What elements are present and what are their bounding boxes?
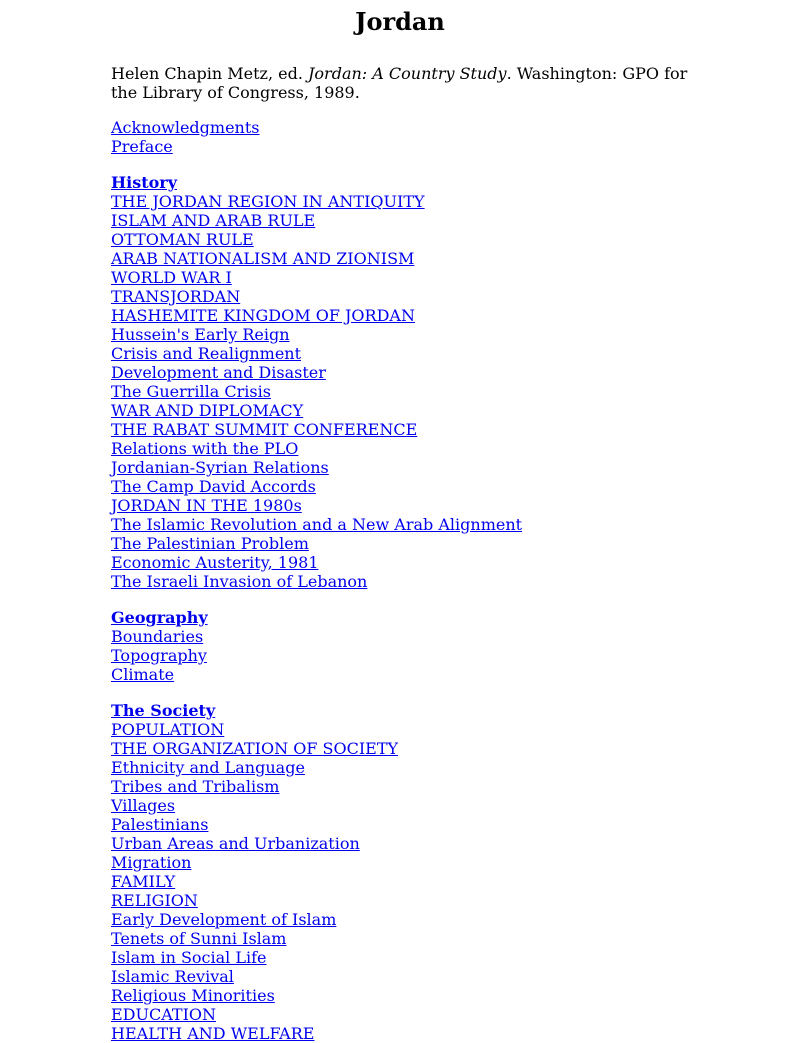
toc-link[interactable]: HASHEMITE KINGDOM OF JORDAN [111,306,415,325]
page-title: Jordan [355,7,445,36]
toc-link[interactable]: Topography [111,646,207,665]
toc-link[interactable]: Palestinians [111,815,209,834]
toc-link[interactable]: FAMILY [111,872,176,891]
toc-link[interactable]: The Camp David Accords [111,477,316,496]
toc-link[interactable]: Villages [111,796,176,815]
toc-link[interactable]: Islam in Social Life [111,948,267,967]
citation-prefix: Helen Chapin Metz, ed. [111,64,308,83]
toc-link[interactable]: THE ORGANIZATION OF SOCIETY [111,739,399,758]
section-heading-geography[interactable]: Geography [111,608,208,627]
toc-link[interactable]: EDUCATION [111,1005,217,1024]
toc-link[interactable]: ARAB NATIONALISM AND ZIONISM [111,249,415,268]
section-geography [111,608,800,684]
toc-link[interactable]: Jordanian-Syrian Relations [111,458,329,477]
toc-link[interactable]: TRANSJORDAN [111,287,241,306]
toc-link[interactable]: Religious Minorities [111,986,275,1005]
toc-link[interactable]: The Palestinian Problem [111,534,309,553]
link-acknowledgments[interactable]: Acknowledgments [111,118,260,137]
toc-link[interactable]: Migration [111,853,192,872]
table-of-contents [111,118,800,1043]
toc-link[interactable]: The Guerrilla Crisis [111,382,271,401]
toc-link[interactable]: POPULATION [111,720,225,739]
toc-link[interactable]: Development and Disaster [111,363,326,382]
toc-link[interactable]: HEALTH AND WELFARE [111,1024,315,1043]
toc-link[interactable]: Economic Austerity, 1981 [111,553,319,572]
citation-book-title: Jordan: A Country Study [308,64,507,83]
toc-link[interactable]: Crisis and Realignment [111,344,302,363]
link-preface[interactable]: Preface [111,137,173,156]
section-the-society [111,701,800,1043]
toc-link[interactable]: WAR AND DIPLOMACY [111,401,304,420]
toc-link[interactable]: THE RABAT SUMMIT CONFERENCE [111,420,418,439]
toc-link[interactable]: The Israeli Invasion of Lebanon [111,572,368,591]
toc-link[interactable]: ISLAM AND ARAB RULE [111,211,316,230]
toc-link[interactable]: OTTOMAN RULE [111,230,254,249]
toc-link[interactable]: Climate [111,665,175,684]
toc-link[interactable]: WORLD WAR I [111,268,232,287]
toc-link[interactable]: Ethnicity and Language [111,758,305,777]
toc-link[interactable]: The Islamic Revolution and a New Arab Alignment [111,515,523,534]
toc-link[interactable]: Islamic Revival [111,967,234,986]
front-matter-group [111,118,800,156]
toc-link[interactable]: THE JORDAN REGION IN ANTIQUITY [111,192,425,211]
toc-link[interactable]: Urban Areas and Urbanization [111,834,360,853]
section-heading-history[interactable]: History [111,173,177,192]
toc-link[interactable]: JORDAN IN THE 1980s [111,496,302,515]
toc-link[interactable]: Relations with the PLO [111,439,299,458]
toc-link[interactable]: Tribes and Tribalism [111,777,280,796]
toc-link[interactable]: Tenets of Sunni Islam [111,929,287,948]
citation-suffix: . Washington: GPO for the Library of Congress, 1989. [111,64,688,102]
toc-link[interactable]: RELIGION [111,891,198,910]
section-history [111,173,800,591]
section-heading-the-society[interactable]: The Society [111,701,216,720]
toc-link[interactable]: Early Development of Islam [111,910,337,929]
citation [111,64,701,102]
toc-link[interactable]: Boundaries [111,627,204,646]
toc-link[interactable]: Hussein's Early Reign [111,325,290,344]
